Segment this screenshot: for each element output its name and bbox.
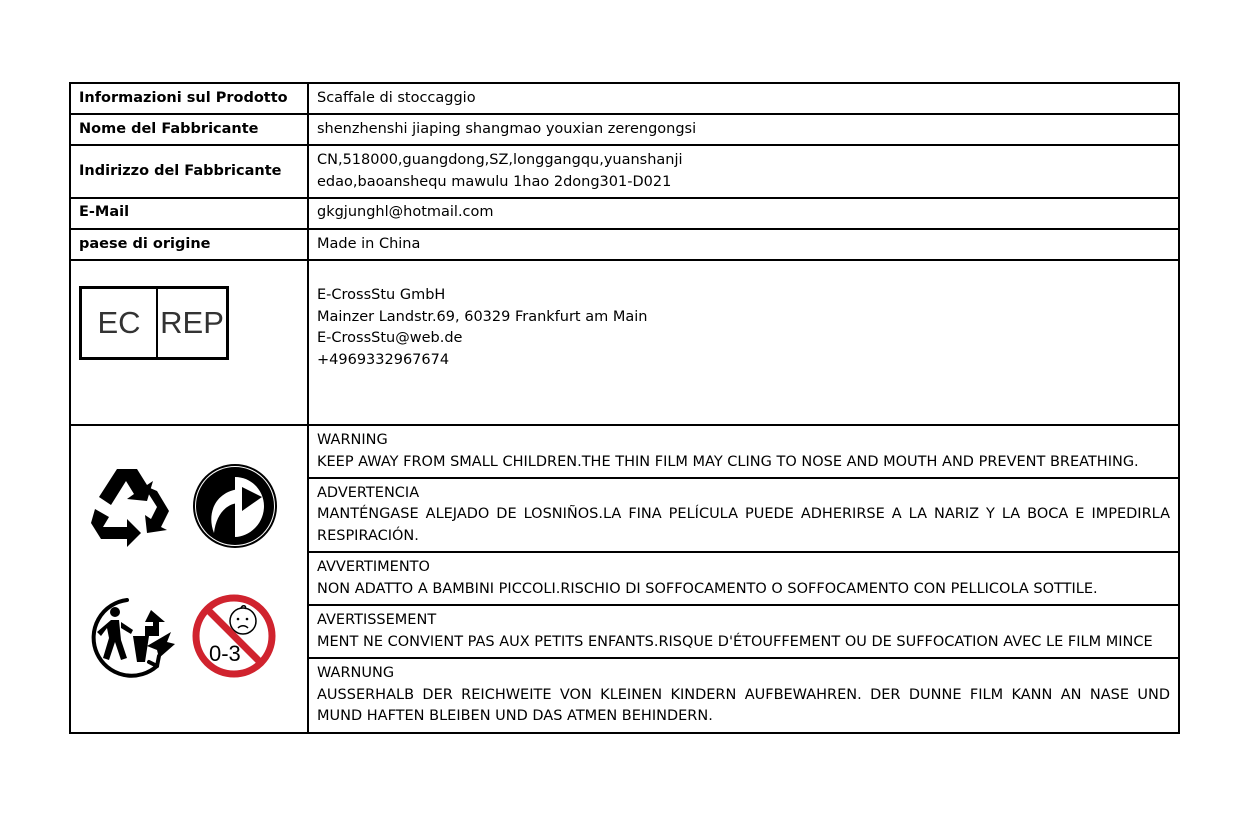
ec-rep-symbol-right: REP: [160, 305, 224, 341]
ec-rep-address: Mainzer Landstr.69, 60329 Frankfurt am Main: [317, 308, 648, 325]
warning-fr: [308, 605, 1179, 658]
value-manufacturer-name: shenzhenshi jiaping shangmao youxian zerengongsi: [308, 114, 1179, 145]
address-line-1: CN,518000,guangdong,SZ,longgangqu,yuanshanji: [317, 152, 683, 168]
green-dot-icon: [192, 463, 278, 549]
label-manufacturer-address: Indirizzo del Fabbricante: [70, 145, 308, 198]
label-country-of-origin: paese di origine: [70, 229, 308, 260]
table-row: [70, 145, 1179, 198]
ec-rep-phone: +4969332967674: [317, 351, 450, 368]
symbols-grid: [79, 429, 300, 729]
label-product-info: Informazioni sul Prodotto: [70, 83, 308, 114]
age-warning-text: 0-3: [209, 641, 241, 666]
warning-de: [308, 658, 1179, 733]
ec-rep-symbol: [79, 286, 229, 360]
table-row: [70, 114, 1179, 145]
age-warning-icon: [191, 593, 277, 679]
warning-text: AUSSERHALB DER REICHWEITE VON KLEINEN KINDERN AUFBEWAHREN. DER DUNNE FILM KANN AN NASE UND MUND HAFTEN BLEIBEN UND DAS ATMEN BEHINDERN.: [317, 686, 1170, 725]
table-row: [70, 260, 1179, 425]
label-email: E-Mail: [70, 198, 308, 229]
table-row: [70, 83, 1179, 114]
recycle-icon: [87, 463, 175, 549]
warning-text: MENT NE CONVIENT PAS AUX PETITS ENFANTS.RISQUE D'ÉTOUFFEMENT OU DE SUFFOCATION AVEC LE FILM MINCE: [317, 633, 1153, 650]
warning-it: [308, 552, 1179, 605]
table-row: [70, 198, 1179, 229]
symbols-cell: [70, 425, 308, 733]
tidyman-icon: [87, 592, 177, 678]
warning-title: WARNUNG: [317, 665, 395, 682]
value-country-of-origin: Made in China: [308, 229, 1179, 260]
warning-es: [308, 478, 1179, 552]
warning-text: MANTÉNGASE ALEJADO DE LOSNIÑOS.LA FINA PELÍCULA PUEDE ADHERIRSE A LA NARIZ Y LA BOCA E IMPEDIRLA RESPIRACIÓN.: [317, 506, 1170, 544]
product-info-table: [69, 82, 1180, 734]
ec-rep-cell: [70, 260, 308, 425]
warning-title: AVERTISSEMENT: [317, 612, 437, 628]
value-email: gkgjunghl@hotmail.com: [308, 198, 1179, 229]
warning-title: AVVERTIMENTO: [317, 559, 430, 575]
warning-text: KEEP AWAY FROM SMALL CHILDREN.THE THIN FILM MAY CLING TO NOSE AND MOUTH AND PREVENT BREATHING.: [317, 453, 1139, 470]
value-manufacturer-address: [308, 145, 1179, 198]
warning-text: NON ADATTO A BAMBINI PICCOLI.RISCHIO DI SOFFOCAMENTO O SOFFOCAMENTO CON PELLICOLA SOTTILE.: [317, 580, 1098, 597]
value-product-info: Scaffale di stoccaggio: [308, 83, 1179, 114]
warning-en: [308, 425, 1179, 478]
table-row: [70, 229, 1179, 260]
address-line-2: edao,baoanshequ mawulu 1hao 2dong301-D021: [317, 173, 672, 190]
ec-rep-email: E-CrossStu@web.de: [317, 330, 463, 346]
label-manufacturer-name: Nome del Fabbricante: [70, 114, 308, 145]
table-row: [70, 425, 1179, 478]
warning-title: WARNING: [317, 432, 388, 448]
ec-rep-symbol-left: EC: [82, 289, 158, 357]
warning-title: ADVERTENCIA: [317, 484, 420, 501]
ec-rep-details: [308, 260, 1179, 425]
ec-rep-company: E-CrossStu GmbH: [317, 287, 446, 303]
